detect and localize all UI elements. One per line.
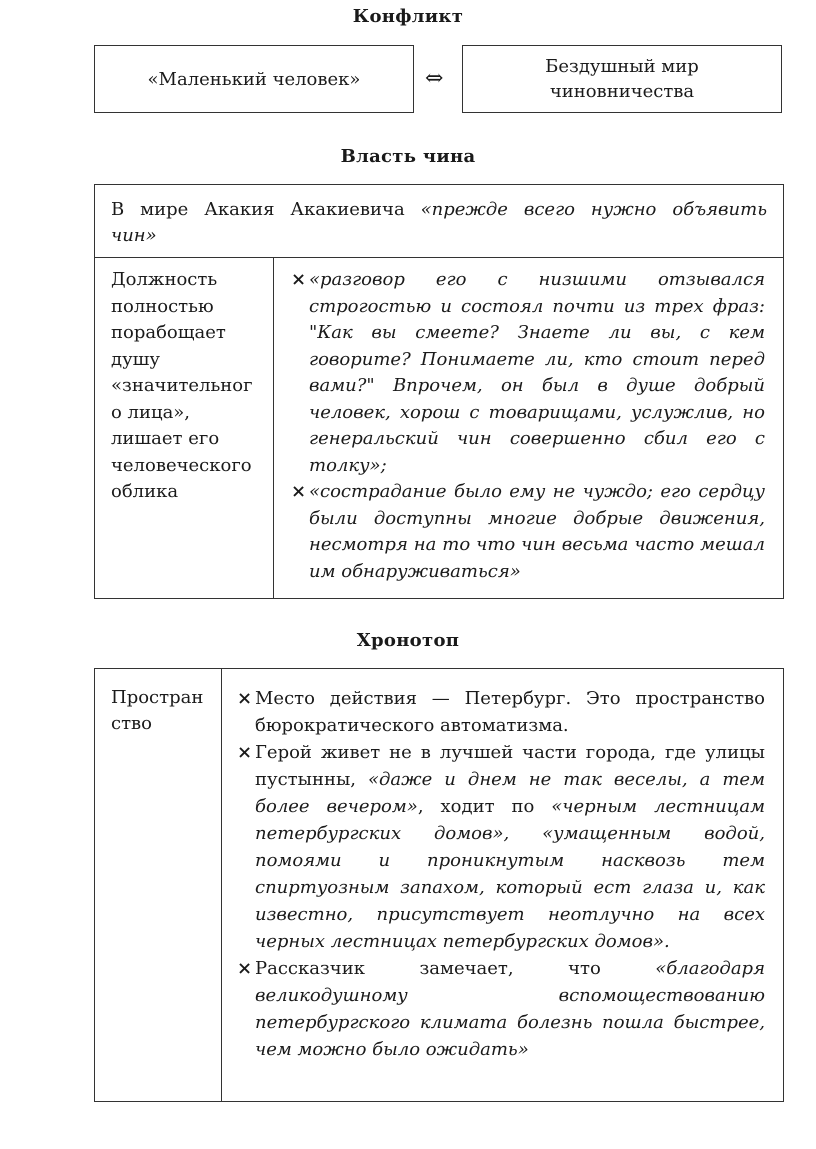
chronotope-left-cell xyxy=(111,685,211,737)
power-heading: Власть чина xyxy=(340,146,476,167)
power-table xyxy=(94,184,784,599)
power-bullet-2: × «сострадание было ему не чуждо; его сердцу были доступны многие добрые движения, несмотря на то что чин весьма часто мешал им обнаруживаться» xyxy=(291,479,765,585)
conflict-heading: Конфликт xyxy=(352,6,464,27)
power-left-cell xyxy=(111,267,261,506)
power-column-divider xyxy=(273,257,274,598)
power-right-cell xyxy=(291,267,765,585)
bureaucracy-box xyxy=(462,45,782,113)
chronotope-heading: Хронотоп xyxy=(356,630,460,651)
chronotope-left-text: Пространство xyxy=(111,687,204,734)
chronotope-bullet-2-quote-a: «даже и днем не так веселы, а тем более вечером» xyxy=(255,769,765,817)
chronotope-bullet-3 xyxy=(237,955,765,1063)
chronotope-bullet-2-plain-b: , ходит по xyxy=(417,796,552,817)
chronotope-right-cell xyxy=(237,685,765,1063)
power-bullet-1: × «разговор его с низшими отзывался строгостью и состоял почти из трех фраз: "Как вы смеете? Знаете ли вы, с кем говорите? Понимаете ли, кто стоит перед вами?" Впрочем, он был в душе добрый человек, хорош с товарищами, услужлив, но генеральский чин совершенно сбил его с толку»; xyxy=(291,267,765,479)
chronotope-bullet-2-quote-b: «черным лестницам петербургских домов», «умащенным водой, помоями и проникнутым насквозь тем спиртуозным запахом, который ест глаза и, как известно, присутствует неотлучно на всех черных лестницах петербургских домов». xyxy=(255,796,765,952)
chronotope-bullet-2 xyxy=(237,739,765,955)
chronotope-bullet-3-quote: «благодаря великодушному вспомоществованию петербургского климата болезнь пошла быстрее, чем можно было ожидать» xyxy=(255,958,765,1060)
double-arrow-icon: ⇔ xyxy=(425,66,444,91)
chronotope-bullet-1: × Место действия — Петербург. Это пространство бюрократического автоматизма. xyxy=(237,685,765,739)
little-man-box xyxy=(94,45,414,113)
power-top-plain: В мире Акакия Акакиевича xyxy=(111,199,421,220)
bureaucracy-label-line2: чиновничества xyxy=(549,81,695,102)
chronotope-bullet-2-plain-a: Герой живет не в лучшей части города, где улицы пустынны, xyxy=(255,742,765,790)
little-man-label: «Маленький человек» xyxy=(147,68,361,90)
power-top-quote: «прежде всего нужно объявить чин» xyxy=(111,199,767,246)
power-top-row xyxy=(111,197,767,249)
chronotope-bullet-3-plain: Рассказчик замечает, что xyxy=(255,958,656,979)
chronotope-column-divider xyxy=(221,669,222,1101)
bureaucracy-label-line1: Бездушный мир xyxy=(545,56,699,77)
power-row-divider xyxy=(95,257,783,258)
chronotope-table xyxy=(94,668,784,1102)
power-left-text: Должность полностью порабощает душу «значительного лица», лишает его человеческого облика xyxy=(111,269,253,502)
